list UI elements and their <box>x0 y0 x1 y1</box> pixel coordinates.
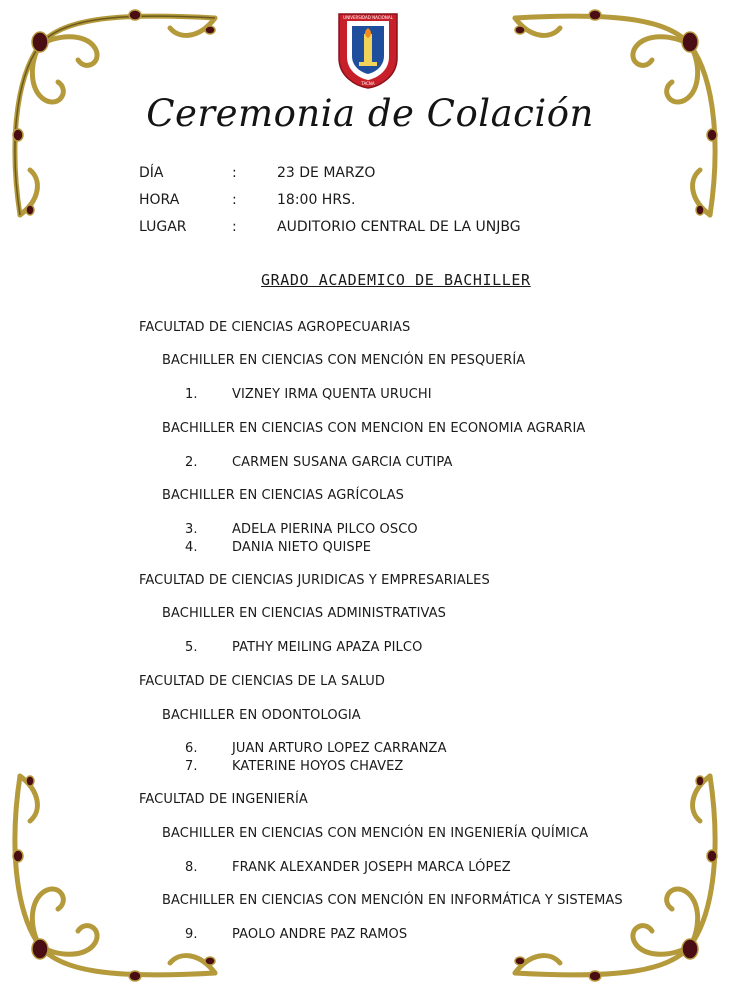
info-separator: : <box>232 219 237 235</box>
graduate-name: PATHY MEILING APAZA PILCO <box>232 640 423 655</box>
svg-text:TACNA: TACNA <box>361 81 375 86</box>
graduate-number: 1. <box>185 387 198 402</box>
info-separator: : <box>232 165 237 181</box>
graduate-name: CARMEN SUSANA GARCIA CUTIPA <box>232 455 453 470</box>
graduate-number: 2. <box>185 455 198 470</box>
info-label: HORA <box>139 192 180 208</box>
graduate-name: PAOLO ANDRE PAZ RAMOS <box>232 927 408 942</box>
graduate-number: 3. <box>185 522 198 537</box>
graduate-name: ADELA PIERINA PILCO OSCO <box>232 522 418 537</box>
graduate-number: 5. <box>185 640 198 655</box>
faculty-heading: FACULTAD DE CIENCIAS AGROPECUARIAS <box>139 320 411 335</box>
faculty-heading: FACULTAD DE CIENCIAS DE LA SALUD <box>139 674 385 689</box>
graduate-name: KATERINE HOYOS CHAVEZ <box>232 759 404 774</box>
info-label: DÍA <box>139 165 164 181</box>
university-seal-logo <box>333 8 403 90</box>
faculty-heading: FACULTAD DE CIENCIAS JURIDICAS Y EMPRESARIALES <box>139 573 490 588</box>
graduate-number: 8. <box>185 860 198 875</box>
degree-heading: BACHILLER EN ODONTOLOGIA <box>162 708 361 723</box>
graduate-name: JUAN ARTURO LOPEZ CARRANZA <box>232 741 447 756</box>
degree-heading: BACHILLER EN CIENCIAS CON MENCION EN ECONOMIA AGRARIA <box>162 421 586 436</box>
info-label: LUGAR <box>139 219 187 235</box>
section-heading: GRADO ACADEMICO DE BACHILLER <box>261 271 531 289</box>
info-separator: : <box>232 192 237 208</box>
degree-heading: BACHILLER EN CIENCIAS ADMINISTRATIVAS <box>162 606 447 621</box>
graduate-number: 9. <box>185 927 198 942</box>
faculty-heading: FACULTAD DE INGENIERÍA <box>139 792 308 807</box>
degree-heading: BACHILLER EN CIENCIAS CON MENCIÓN EN INFORMÁTICA Y SISTEMAS <box>162 893 623 908</box>
graduate-number: 7. <box>185 759 198 774</box>
corner-ornament-bottom-right <box>500 761 730 991</box>
degree-heading: BACHILLER EN CIENCIAS CON MENCIÓN EN PESQUERÍA <box>162 353 526 368</box>
graduate-number: 6. <box>185 741 198 756</box>
info-value: 23 DE MARZO <box>277 165 376 181</box>
page-title: Ceremonia de Colación <box>146 92 594 135</box>
graduate-name: VIZNEY IRMA QUENTA URUCHI <box>232 387 432 402</box>
degree-heading: BACHILLER EN CIENCIAS CON MENCIÓN EN INGENIERÍA QUÍMICA <box>162 826 589 841</box>
graduate-name: DANIA NIETO QUISPE <box>232 540 372 555</box>
graduate-name: FRANK ALEXANDER JOSEPH MARCA LÓPEZ <box>232 860 511 875</box>
info-value: AUDITORIO CENTRAL DE LA UNJBG <box>277 219 521 235</box>
info-value: 18:00 HRS. <box>277 192 356 208</box>
degree-heading: BACHILLER EN CIENCIAS AGRÍCOLAS <box>162 488 404 503</box>
svg-text:UNIVERSIDAD NACIONAL: UNIVERSIDAD NACIONAL <box>343 15 393 20</box>
graduate-number: 4. <box>185 540 198 555</box>
